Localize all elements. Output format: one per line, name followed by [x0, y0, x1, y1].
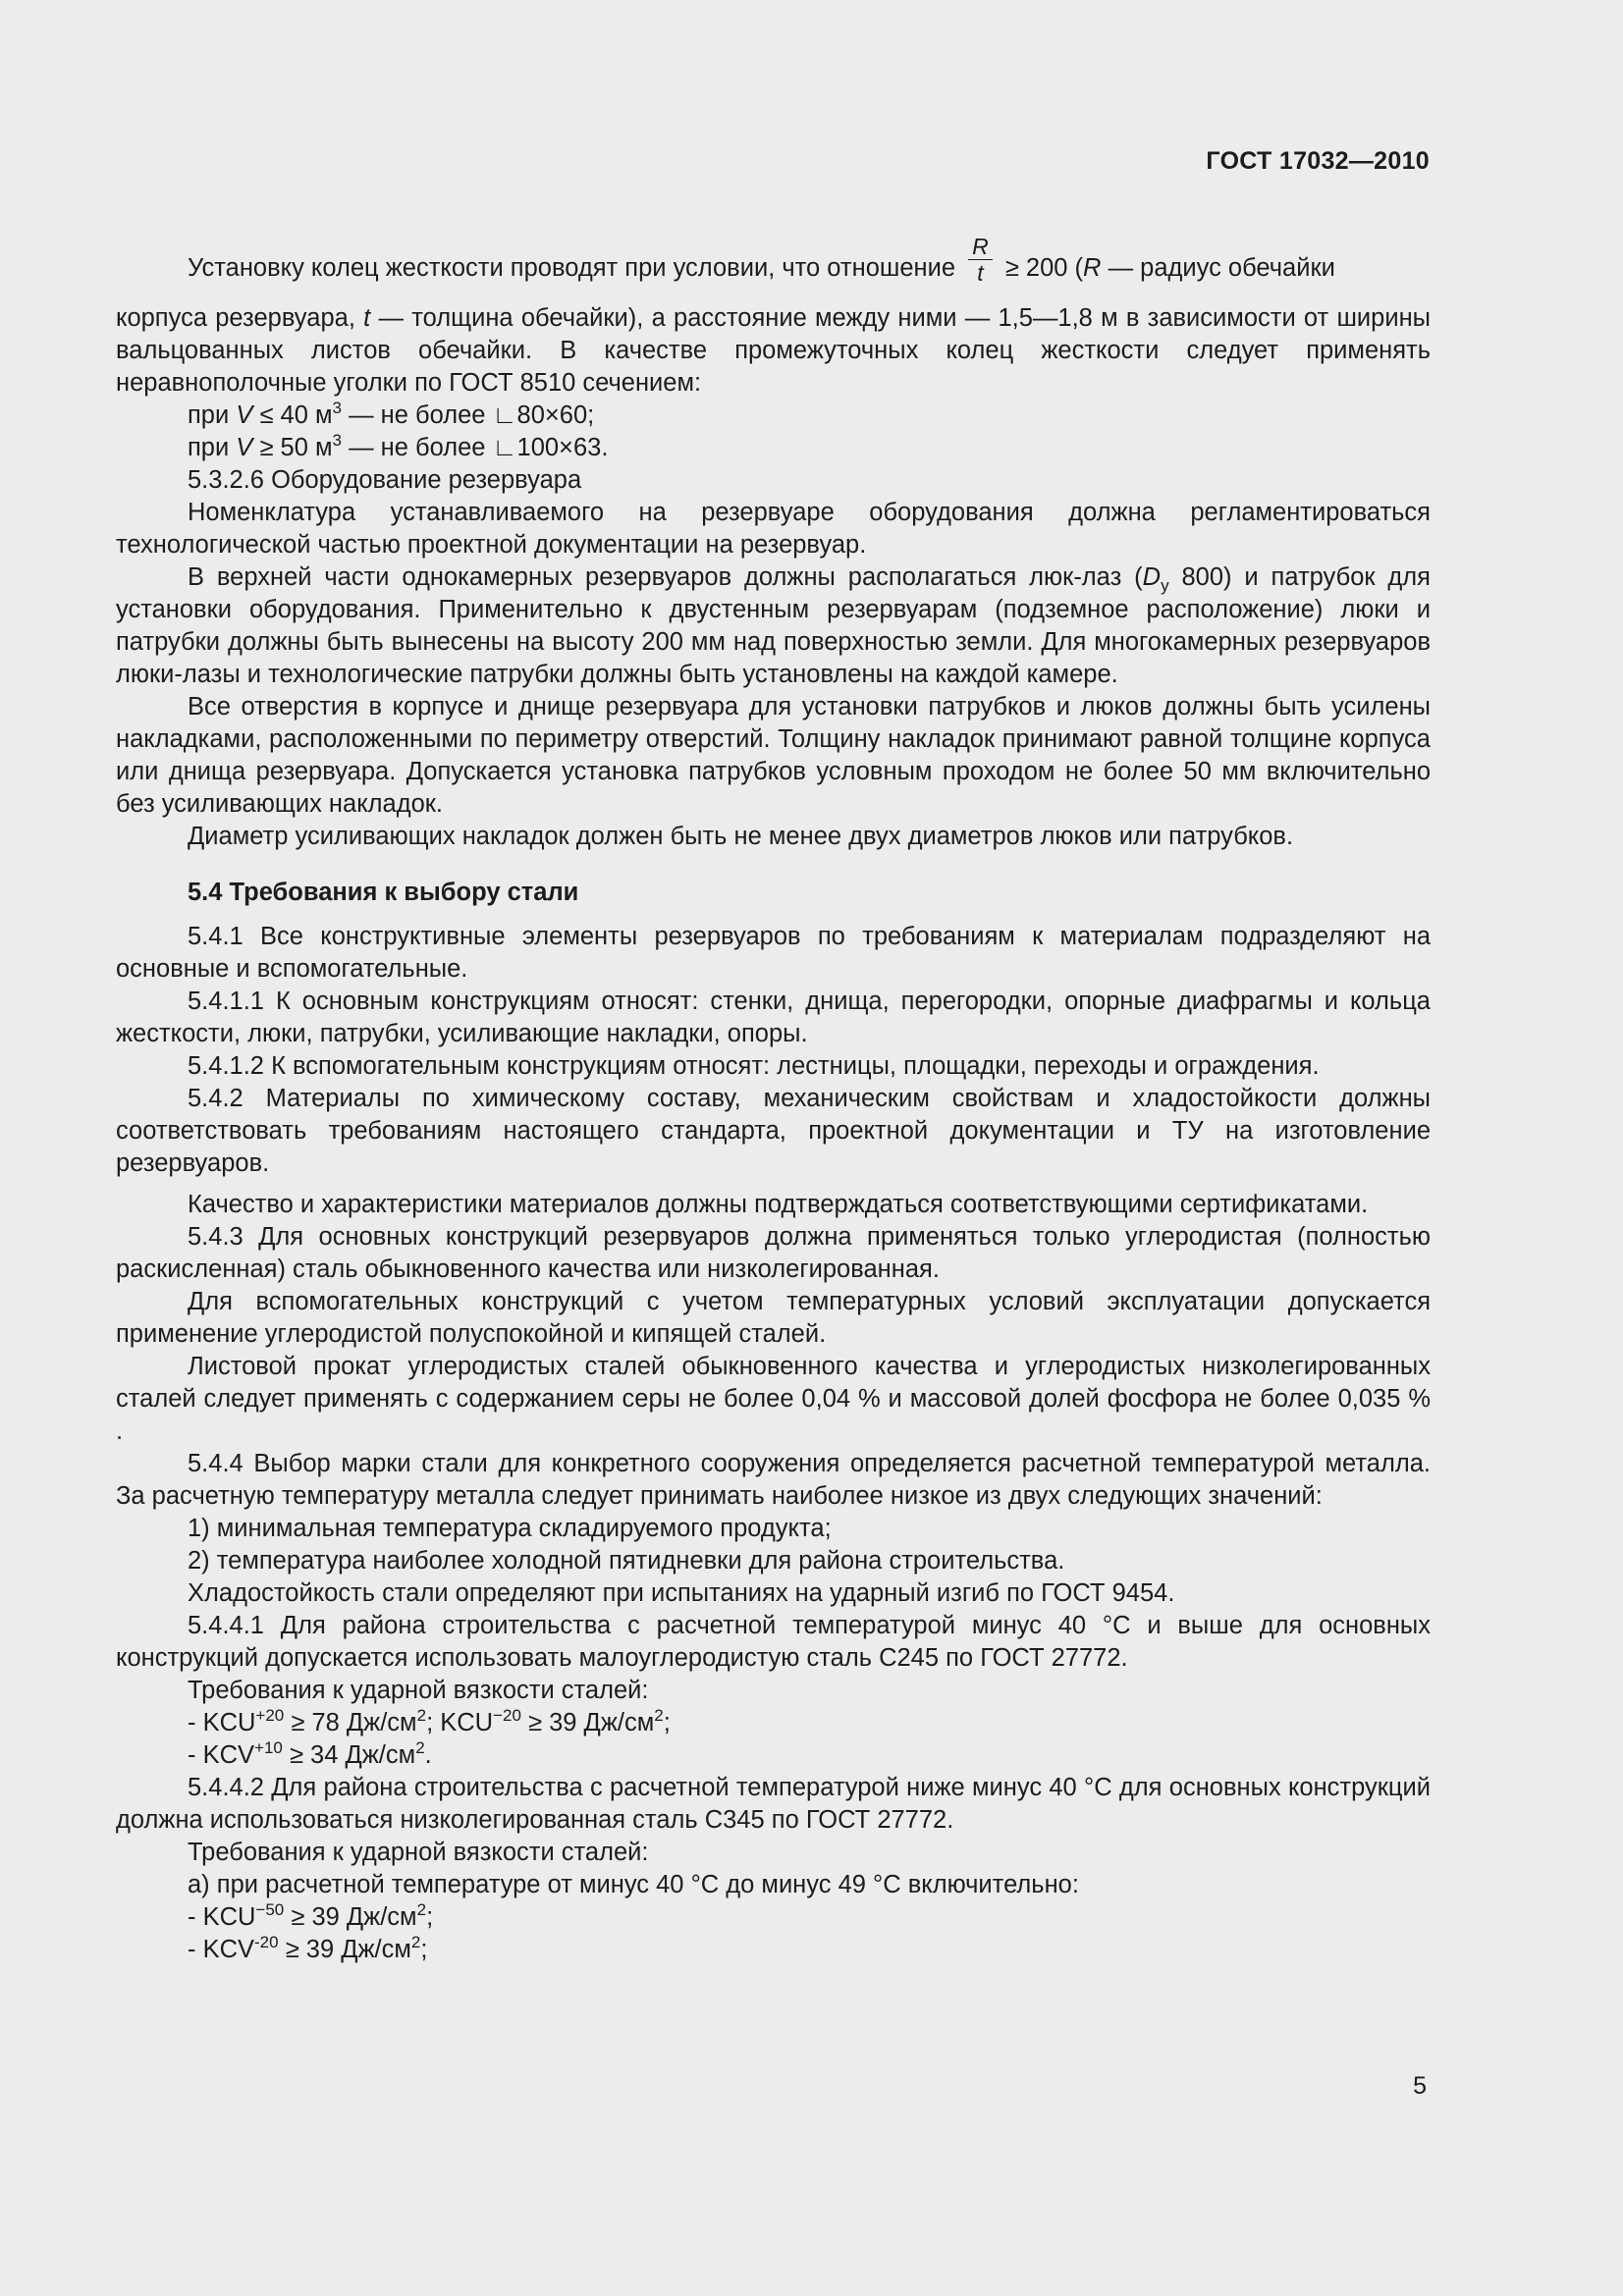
section-5-4-3: 5.4.3 Для основных конструкций резервуаров должна применяться только углеродистая (полностью раскисленная) сталь обыкновенного качества или низколегированная. [116, 1223, 1431, 1283]
kcv-requirement-2: - $KCV^{-20} \ge 39$ $Дж/см^2$; [188, 1933, 428, 1963]
section-5-4-2: 5.4.2 Материалы по химическому составу, механическим свойствам и хладостойкости должны соответствовать требованиям настоящего стандарта, проектной документации и ТУ на изготовление резервуаров. [116, 1085, 1431, 1177]
paragraph-pad-diameter: Диаметр усиливающих накладок должен быть не менее двух диаметров люков или патрубков. [188, 823, 1294, 850]
impact-requirements-heading-1: Требования к ударной вязкости сталей: [188, 1677, 649, 1704]
paragraph-upper-part: В верхней части однокамерных резервуаров должны располагаться люк-лаз ($D_y$ 800) и патрубок для установки оборудования. Применительно к двустенным резервуарам (подземное расположение) люки и патрубки должны быть вынесены на высоту 200 мм над поверхностью земли. Для многокамерных резервуаров люки-лазы и технологические патрубки должны быть установлены на каждой камере. [116, 563, 1431, 688]
section-5-4-4: 5.4.4 Выбор марки стали для конкретного сооружения определяется расчетной температурой металла. За расчетную температуру металла следует принимать наиболее низкое из двух следующих значений: [116, 1450, 1431, 1510]
impact-requirements-heading-2: Требования к ударной вязкости сталей: [188, 1839, 649, 1866]
list-item-2: 2) температура наиболее холодной пятидневки для района строительства. [188, 1547, 1065, 1575]
kcu-requirement-2: - $KCU^{-50} \ge 39$ $Дж/см^2$; [188, 1900, 434, 1931]
section-5-4-4-1: 5.4.4.1 Для района строительства с расчетной температурой минус 40 °С и выше для основных конструкций допускается использовать малоуглеродистую сталь С245 по ГОСТ 27772. [116, 1612, 1431, 1672]
condition-a: а) при расчетной температуре от минус 40 °С до минус 49 °С включительно: [188, 1871, 1079, 1898]
page-number: 5 [1413, 2072, 1427, 2100]
paragraph-equipment-nomenclature: Номенклатура устанавливаемого на резервуаре оборудования должна регламентироваться технологической частью проектной документации на резервуар. [116, 499, 1431, 559]
paragraph-openings: Все отверстия в корпусе и днище резервуара для установки патрубков и люков должны быть усилены накладками, расположенными по периметру отверстий. Толщину накладок принимают равной толщине корпуса или днища резервуара. Допускается установка патрубков условным проходом не более 50 мм включительно без усиливающих накладок. [116, 693, 1431, 818]
kcv-requirement-1: - $KCV^{+10} \ge 34$ $Дж/см^2$. [188, 1738, 432, 1769]
section-5-4-1: 5.4.1 Все конструктивные элементы резервуаров по требованиям к материалам подразделяют на основные и вспомогательные. [116, 923, 1431, 983]
section-5-3-2-6: 5.3.2.6 Оборудование резервуара [188, 466, 582, 494]
section-5-4-1-1: 5.4.1.1 К основным конструкциям относят: стенки, днища, перегородки, опорные диафрагмы и кольца жесткости, люки, патрубки, усиливающие накладки, опоры. [116, 988, 1431, 1047]
document-id-header: ГОСТ 17032—2010 [1206, 147, 1430, 175]
document-body [116, 220, 1431, 1966]
paragraph-shell-spacing: корпуса резервуара, t — толщина обечайки), а расстояние между ними — 1,5—1,8 м в зависимости от ширины вальцованных листов обечайки. В качестве промежуточных колец жесткости следует применять неравнополочные уголки по ГОСТ 8510 сечением: [116, 304, 1431, 397]
paragraph-auxiliary-structures: Для вспомогательных конструкций с учетом температурных условий эксплуатации допускается применение углеродистой полуспокойной и кипящей сталей. [116, 1288, 1431, 1348]
paragraph-sheet-steel: Листовой прокат углеродистых сталей обыкновенного качества и углеродистых низколегированных сталей следует применять с содержанием серы не более 0,04 % и массовой долей фосфора не более 0,035 % . [116, 1353, 1431, 1445]
heading-5-4: 5.4 Требования к выбору стали [188, 879, 579, 906]
list-item-1: 1) минимальная температура складируемого продукта; [188, 1515, 832, 1542]
paragraph-cold-resistance: Хладостойкость стали определяют при испытаниях на ударный изгиб по ГОСТ 9454. [188, 1579, 1175, 1607]
condition-v-50: при V ≥ 50 $м^3$ — не более ∟100×63. [188, 431, 609, 461]
paragraph-material-quality: Качество и характеристики материалов должны подтверждаться соответствующими сертификатами. [188, 1191, 1369, 1218]
condition-v-40: при V ≤ 40 $м^3$ — не более ∟80×60; [188, 399, 595, 429]
kcu-requirement-1: - $KCU^{+20} \ge 78$ $Дж/см^2$; $KCU^{-20} \ge 39$ $Дж/см^2$; [188, 1706, 671, 1736]
paragraph-stiffening-ring-condition: Установку колец жесткости проводят при условии, что отношение $\frac{R}{t}$ ≥ 200 (R — радиус обечайки [188, 234, 1335, 286]
fraction-r-over-t: $\frac{R}{t}$ [968, 234, 993, 286]
section-5-4-1-2: 5.4.1.2 К вспомогательным конструкциям относят: лестницы, площадки, переходы и ограждения. [188, 1052, 1320, 1080]
section-5-4-4-2: 5.4.4.2 Для района строительства с расчетной температурой ниже минус 40 °С для основных конструкций должна использоваться низколегированная сталь С345 по ГОСТ 27772. [116, 1774, 1431, 1834]
